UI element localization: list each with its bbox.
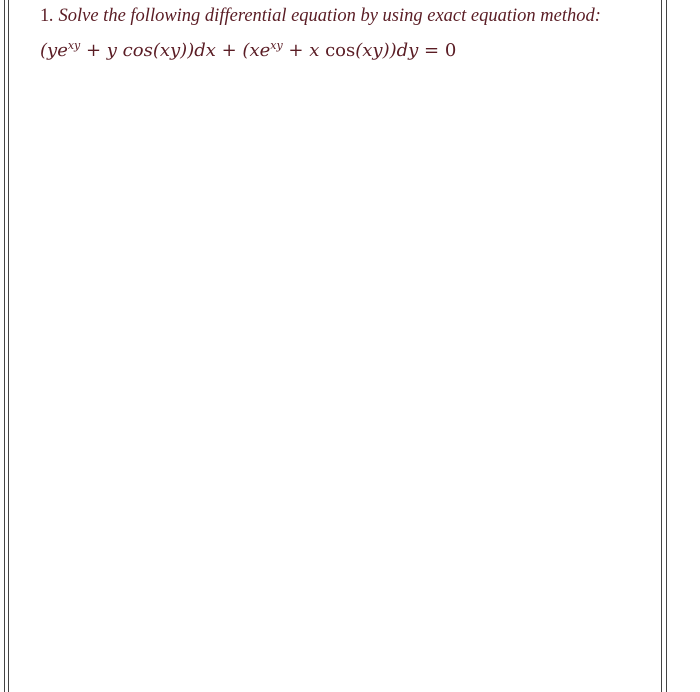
left-border-outer [4,0,5,692]
equation-exponent-1: xy [67,39,81,52]
right-border-outer [666,0,667,692]
equation-part-2-cos: cos [325,40,356,61]
equation-exponent-2: xy [270,39,283,52]
question-prompt: . Solve the following differential equation by using exact equation method: [49,6,601,26]
equation-part-open-1: (ye [40,40,68,61]
equation-part-1b: + y cos(xy))dx + (xe [80,40,271,61]
equation-equals: = 0 [418,40,457,61]
differential-equation [40,40,655,61]
equation-part-2-tail: (xy))dy [355,40,419,61]
left-border-inner [8,0,9,692]
equation-expression [40,40,418,61]
equation-part-2-x: + x [282,40,326,61]
question-number: 1 [40,6,50,26]
question-heading [40,6,655,27]
right-border-inner [661,0,662,692]
